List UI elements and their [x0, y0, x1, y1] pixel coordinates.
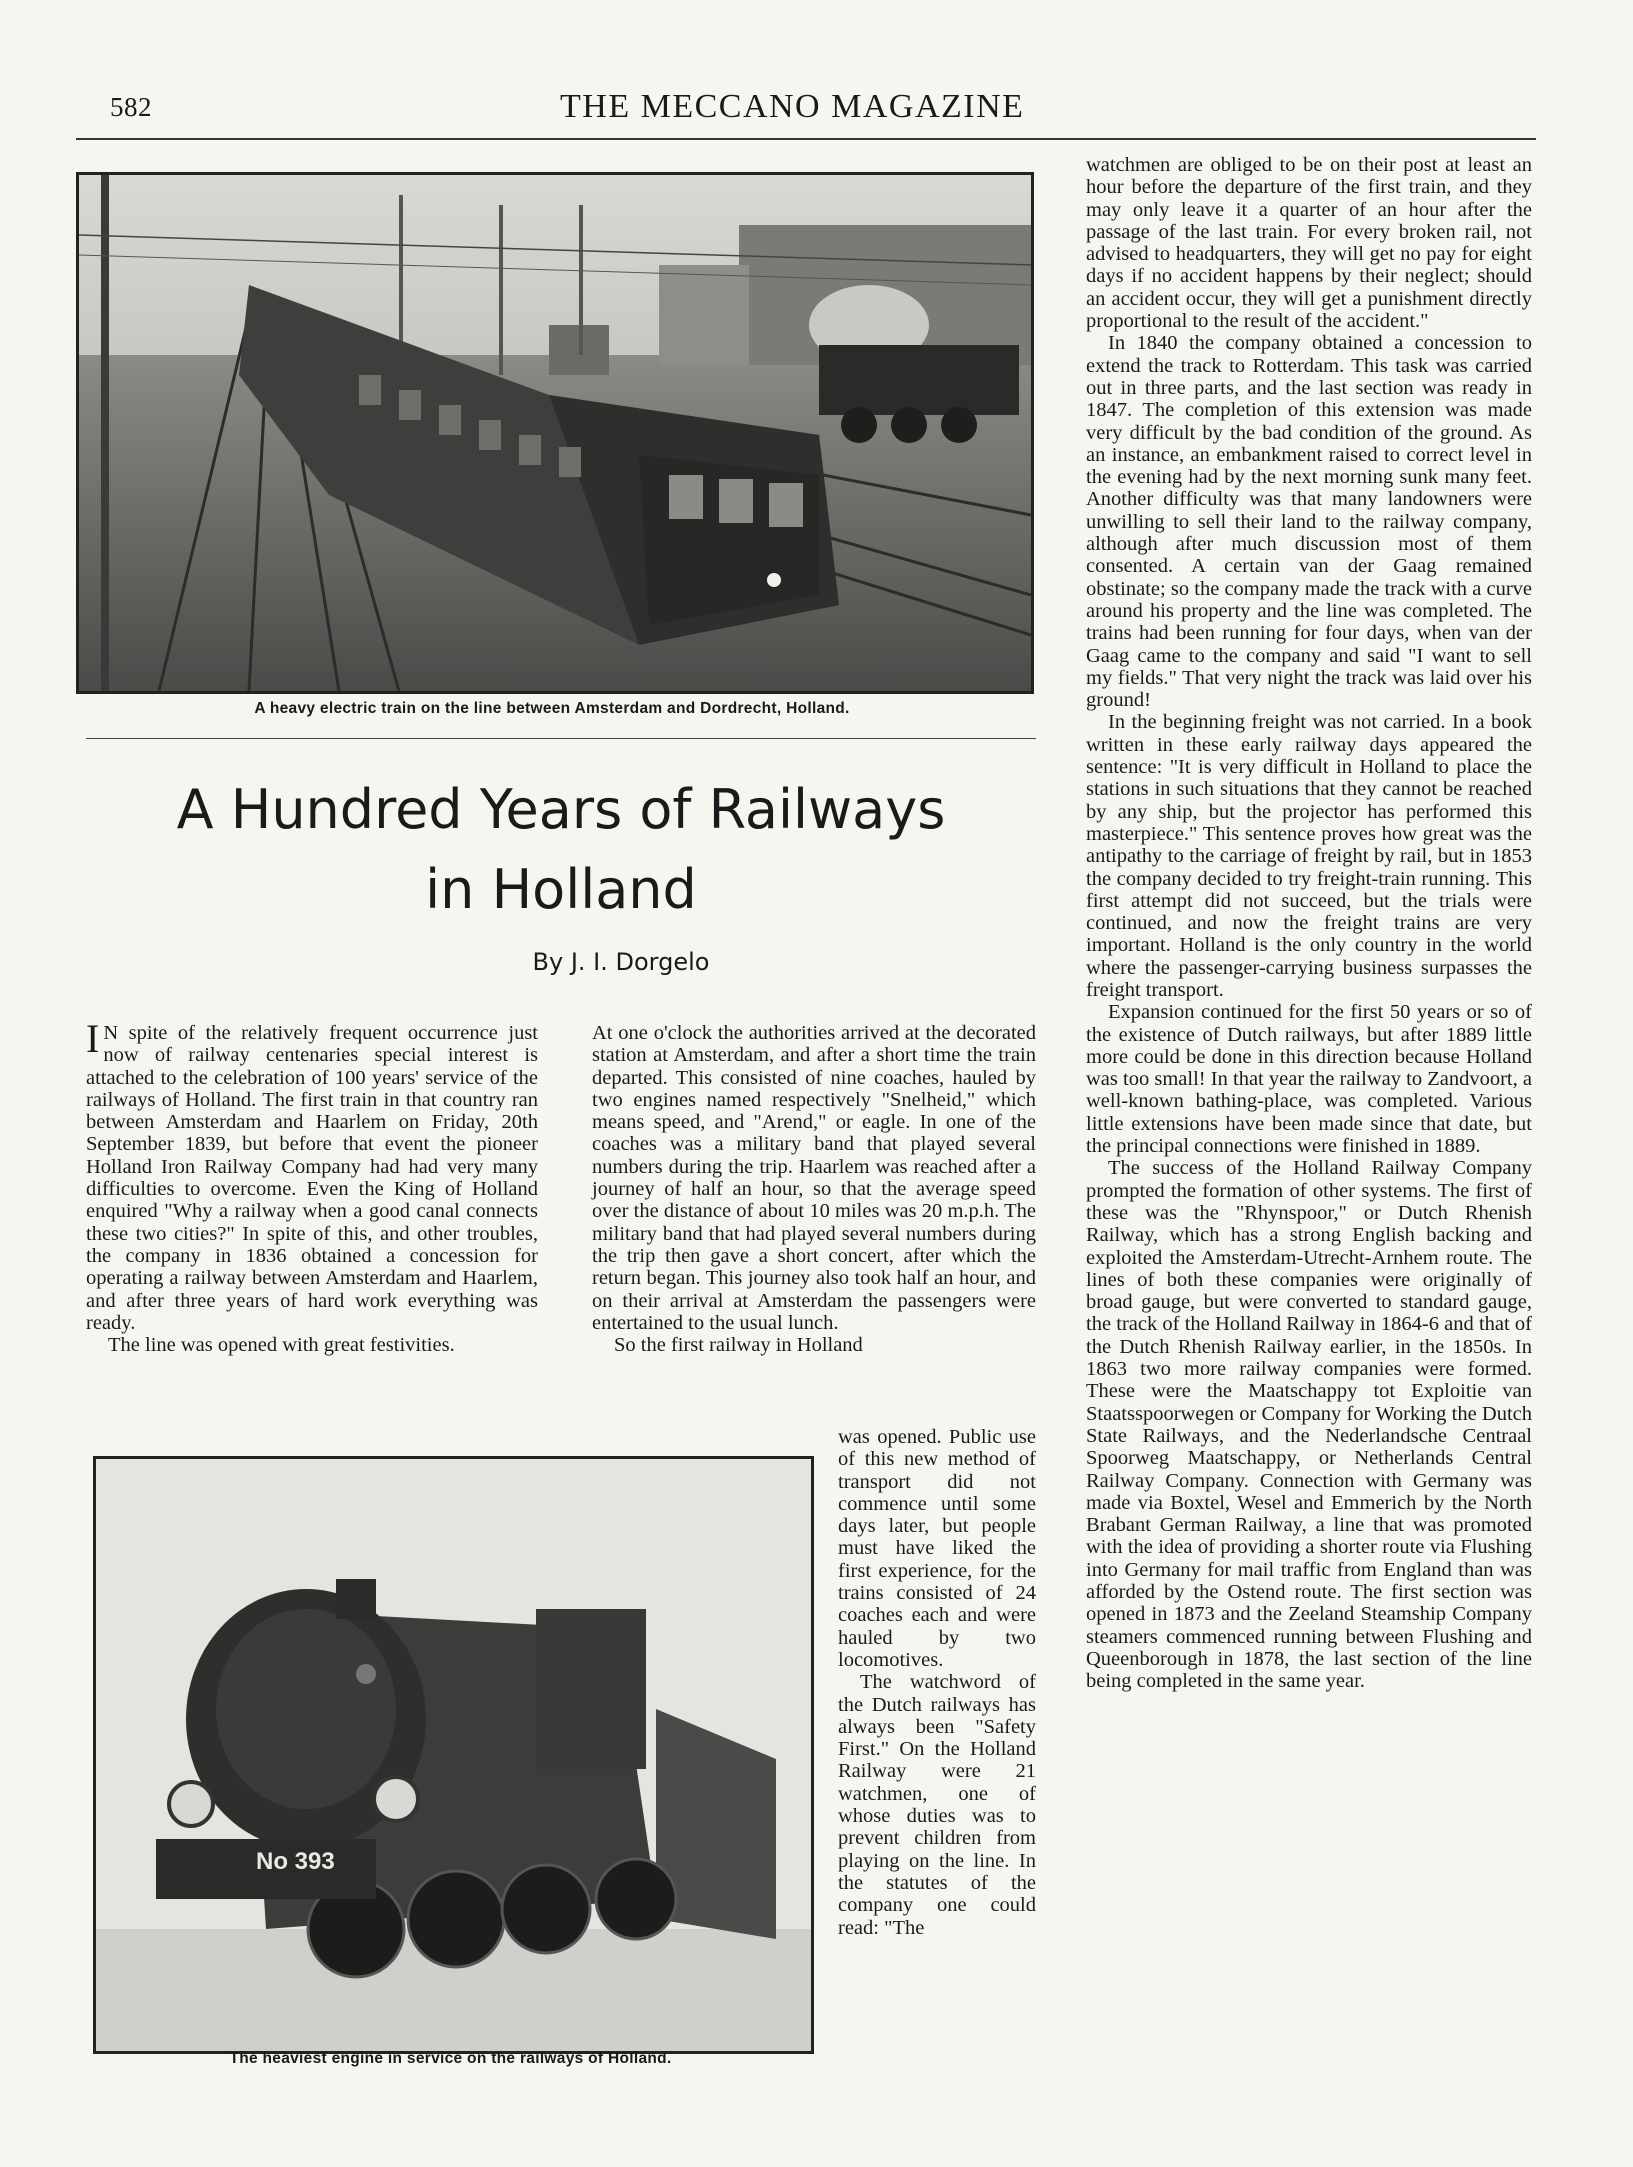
steam-locomotive-icon: [96, 1459, 811, 2051]
column-right: [1086, 154, 1532, 1692]
header-rule: [76, 138, 1536, 140]
byline: By J. I. Dorgelo: [532, 948, 710, 976]
page-number: 582: [110, 92, 152, 122]
title-line-1: A Hundred Years of Railways: [176, 778, 946, 841]
steam-locomotive-photo: [93, 1456, 814, 2054]
paragraph: At one o'clock the authorities arrived at the decorated station at Amsterdam, and after a short time the train departed. This consisted of nine coaches, hauled by two engines named respectively "Snelheid," which means speed, and "Arend," or eagle. In one of the coaches was a military band that played several numbers during the trip. Haarlem was reached after a journey of half an hour, so that the average speed over the distance of about 10 miles was 20 m.p.h. The military band that had played several numbers during the trip then gave a short concert, after which the return began. This journey also took half an hour, and on their arrival at Amsterdam the passengers were entertained to the usual lunch.: [592, 1022, 1036, 1334]
column-middle-narrow: [838, 1426, 1036, 1939]
paragraph: Expansion continued for the first 50 years or so of the existence of Dutch railways, but after 1889 little more could be done in this direction because Holland was too small! In that year the railway to Zandvoort, a well-known bathing-place, was completed. Various little extensions have been made since that date, but the principal connections were finished in 1889.: [1086, 1001, 1532, 1158]
paragraph: In the beginning freight was not carried. In a book written in these early railway days appeared the sentence: "It is very difficult in Holland to place the stations in such situations that they cannot be reached by any ship, but the projector has performed this masterpiece." This sentence proves how great was the antipathy to the carriage of freight by rail, but in 1853 the company decided to try freight-train running. This first attempt did not succeed, but the trials were continued, and now the freight trains are very important. Holland is the only country in the world where the passenger-carrying business surpasses the freight transport.: [1086, 711, 1532, 1001]
paragraph: I N spite of the relatively frequent occurrence just now of railway centenaries special interest is attached to the celebration of 100 years' service of the railways of Holland. The first train in that country ran between Amsterdam and Haarlem on Friday, 20th September 1839, but before that event the pioneer Holland Iron Railway Company had had very many difficulties to overcome. Even the King of Holland enquired "Why a railway when a good canal connects these two cities?" In spite of this, and other troubles, the company in 1836 obtained a concession for operating a railway between Amsterdam and Haarlem, and after three years of hard work everything was ready.: [86, 1016, 538, 1334]
title-rule: [86, 738, 1036, 739]
drop-cap: I: [86, 1016, 100, 1061]
title-line-2: in Holland: [425, 858, 697, 921]
paragraph: was opened. Public use of this new method of transport did not commence until some days later, but people must have liked the first experience, for the trains consisted of 24 coaches each and were hauled by two locomotives.: [838, 1426, 1036, 1671]
electric-train-photo: [76, 172, 1034, 694]
locomotive-plate: No 393: [256, 1848, 335, 1875]
column-left: [86, 1016, 538, 1357]
paragraph: The success of the Holland Railway Company prompted the formation of other systems. The first of these was the "Rhynspoor," or Dutch Rhenish Railway, which has a strong English backing and exploited the Amsterdam-Utrecht-Arnhem route. The lines of both these companies were originally of broad gauge, but were converted to standard gauge, the track of the Holland Railway in 1864-6 and that of the Dutch Rhenish Railway earlier, in the 1850s. In 1863 two more railway companies were formed. These were the Maatschappy tot Exploitie van Staatsspoorwegen or Company for Working the Dutch State Railways, and the Nederlandsche Centraal Spoorweg Maatschappy, or Netherlands Central Railway Company. Connection with Germany was made via Boxtel, Wesel and Emmerich by the North Brabant German Railway, a line that was promoted with the idea of providing a shorter route via Flushing into Germany for mail traffic from England than was afforded by the Ostend route. The first section was opened in 1873 and the Zeeland Steamship Company steamers commenced running between Flushing and Queenborough in 1878, the last section of the line being completed in the same year.: [1086, 1157, 1532, 1693]
top-photo-caption: A heavy electric train on the line between Amsterdam and Dordrecht, Holland.: [254, 700, 850, 717]
paragraph: watchmen are obliged to be on their post at least an hour before the departure of the first train, and they may only leave it a quarter of an hour after the passage of the last train. For every broken rail, not advised to headquarters, they will get no pay for eight days if no accident happens by their neglect; should an accident occur, they will get a punishment directly proportional to the result of the accident.": [1086, 154, 1532, 333]
paragraph: In 1840 the company obtained a concession to extend the track to Rotterdam. This task was carried out in three parts, and the last section was ready in 1847. The completion of this extension was made very difficult by the bad condition of the ground. As an instance, an embankment raised to correct level in the evening had by the next morning sunk many feet. Another difficulty was that many landowners were unwilling to sell their land to the railway company, although after much discussion most of them consented. A certain van der Gaag remained obstinate; so the company made the track with a curve around his property and the line was completed. The trains had been running for four days, when van der Gaag came to the company and said "I want to sell my fields." That very night the track was laid over his ground!: [1086, 332, 1532, 712]
article-title: [86, 770, 1036, 930]
magazine-title: THE MECCANO MAGAZINE: [560, 88, 1025, 125]
bottom-photo-caption: The heaviest engine in service on the railways of Holland.: [229, 2050, 672, 2067]
paragraph: So the first railway in Holland: [614, 1334, 863, 1357]
paragraph: The line was opened with great festivities.: [108, 1334, 455, 1357]
column-middle: [592, 1022, 1036, 1356]
electric-train-icon: [79, 175, 1031, 691]
paragraph: The watchword of the Dutch railways has always been "Safety First." On the Holland Railway were 21 watchmen, one of whose duties was to prevent children from playing on the line. In the statutes of the company one could read: "The: [838, 1671, 1036, 1939]
